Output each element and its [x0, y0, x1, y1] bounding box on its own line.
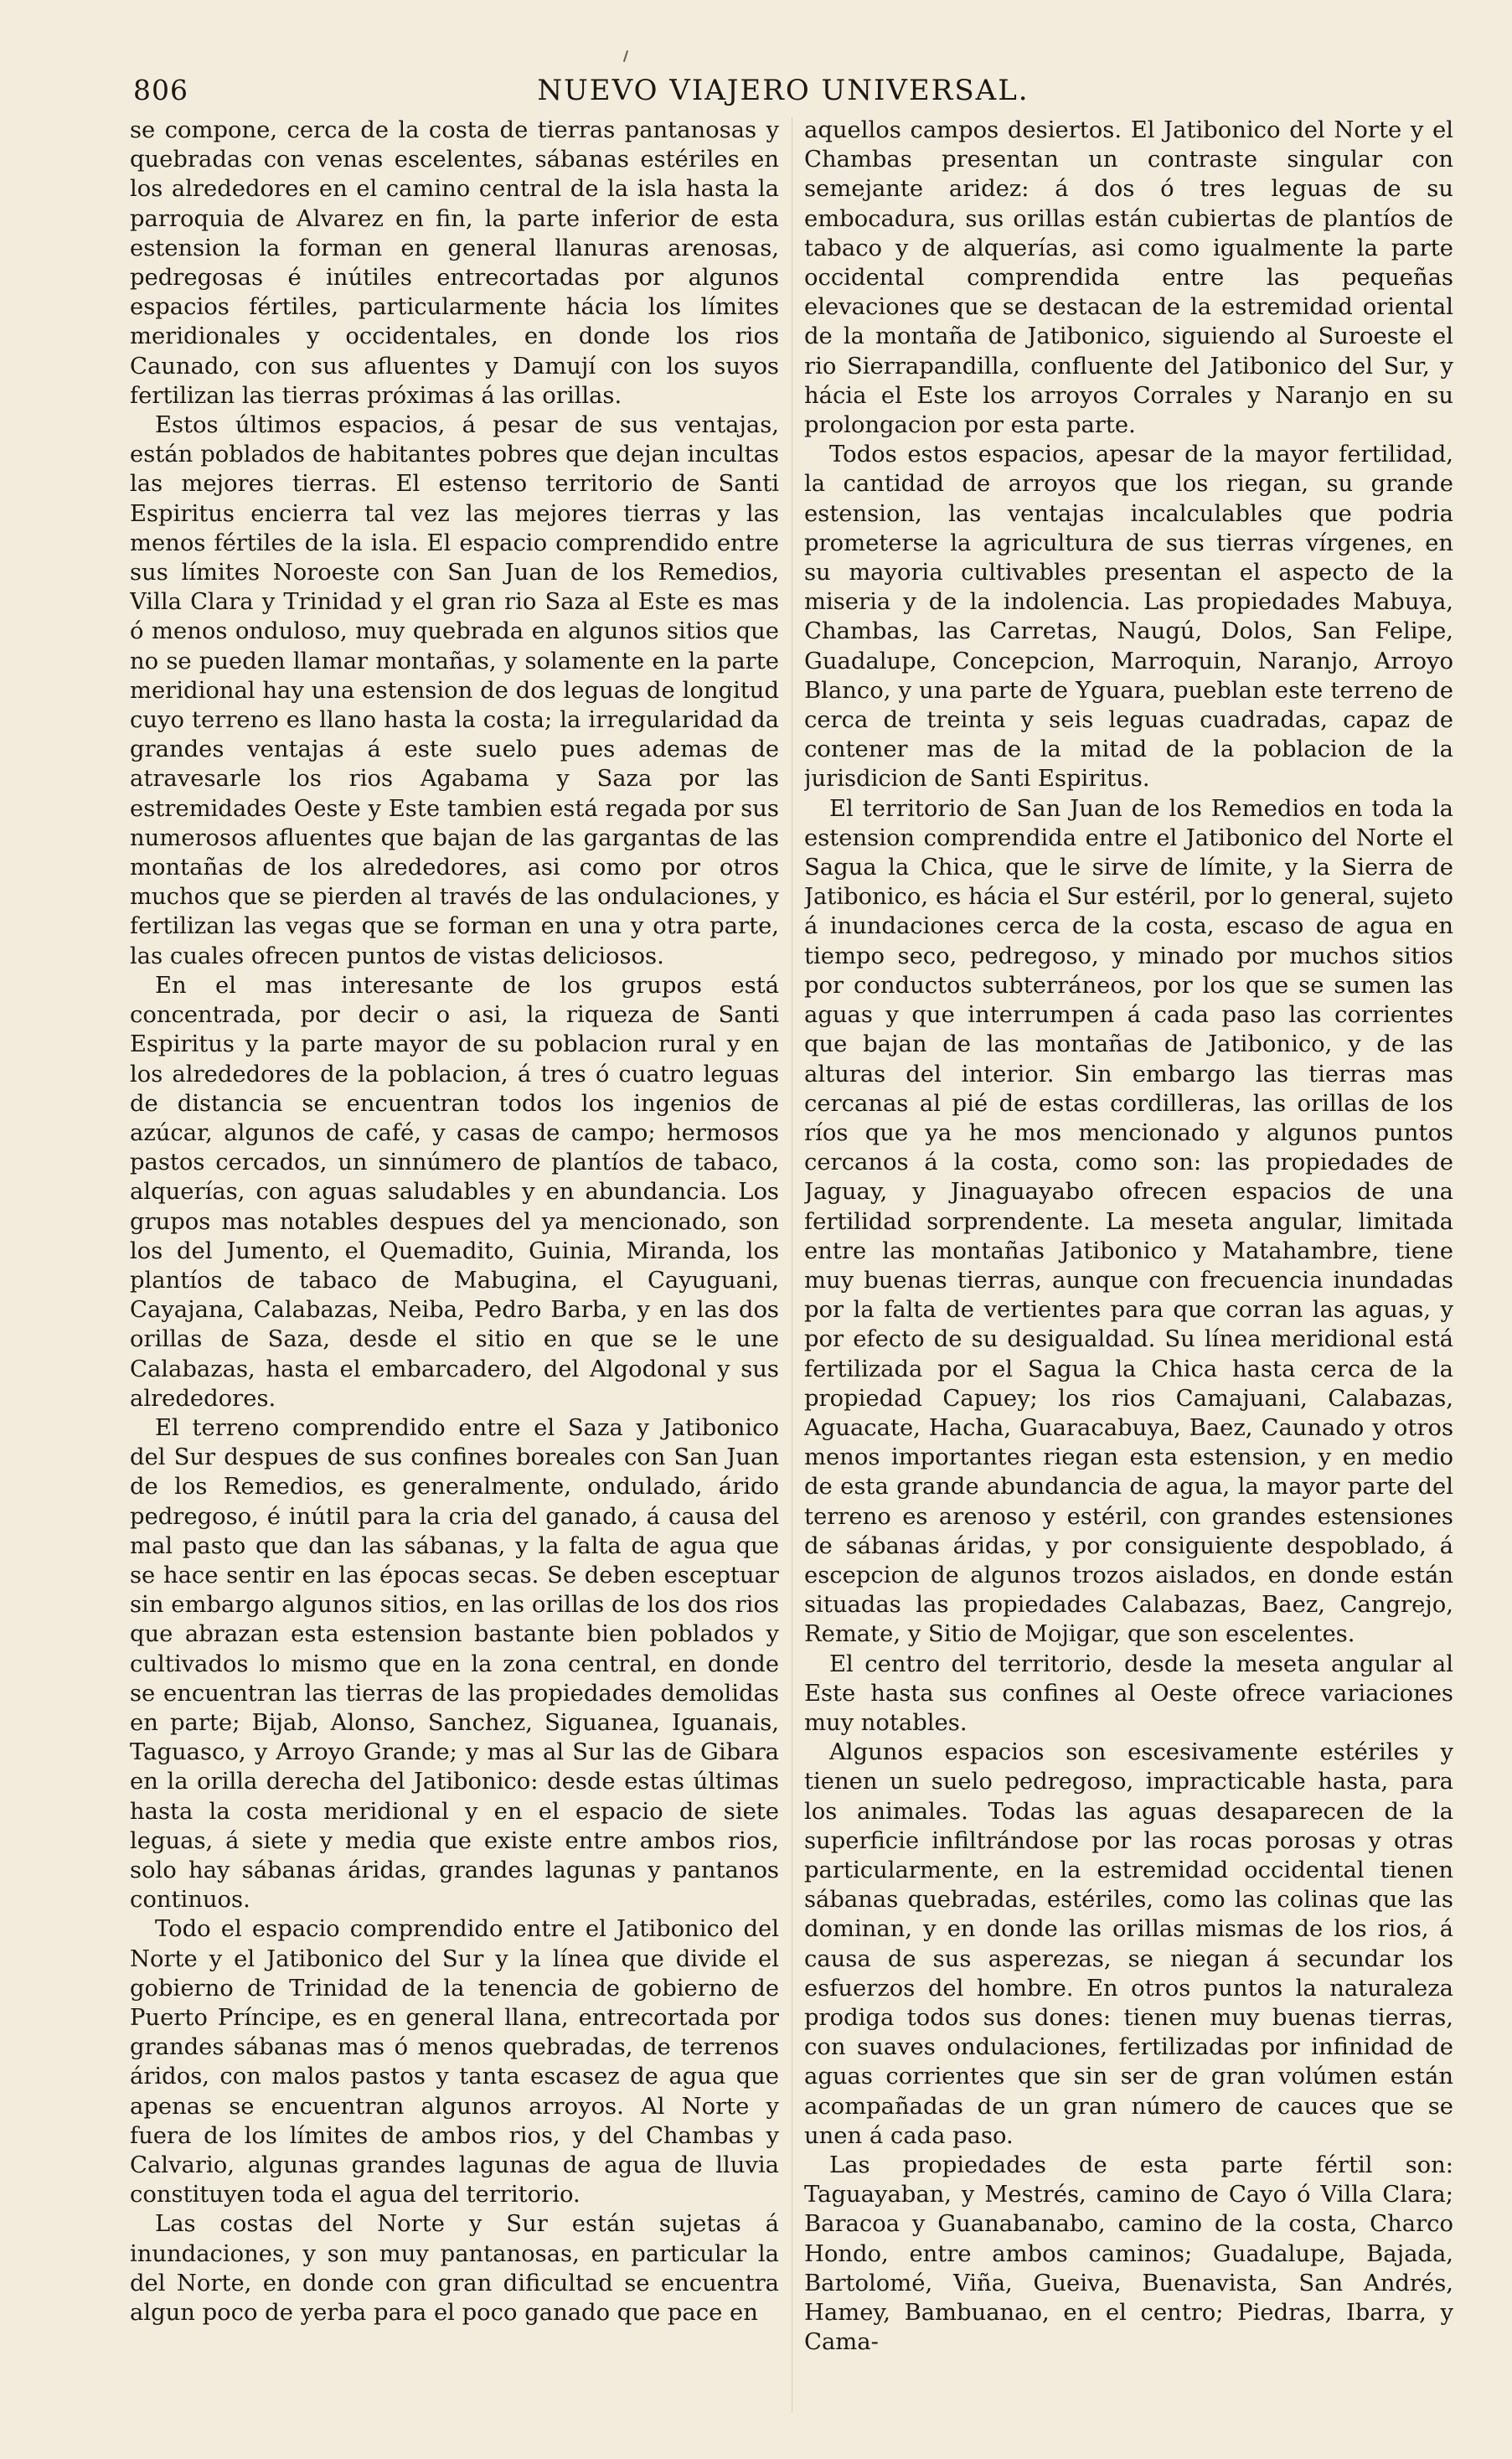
running-title: NUEVO VIAJERO UNIVERSAL.	[537, 74, 1030, 107]
paragraph: El terreno comprendido entre el Saza y Jatibonico del Sur despues de sus confines boreales con San Juan de los Remedios, es generalmente, ondulado, árido pedregoso, é inútil para la cria del ganado, á causa del mal pasto que dan las sábanas, y la falta de agua que se hace sentir en las épocas secas. Se deben esceptuar sin embargo algunos sitios, en las orillas de los dos rios que abrazan esta estension bastante bien poblados y cultivados lo mismo que en la zona central, en donde se encuentran las tierras de las propiedades demolidas en parte; Bijab, Alonso, Sanchez, Siguanea, Iguanais, Taguasco, y Arroyo Grande; y mas al Sur las de Gibara en la orilla derecha del Jatibonico: desde estas últimas hasta la costa meridional y en el espacio de siete leguas, á siete y media que existe entre ambos rios, solo hay sábanas áridas, grandes lagunas y pantanos continuos.	[130, 1414, 779, 1914]
paragraph: Todo el espacio comprendido entre el Jatibonico del Norte y el Jatibonico del Sur y la línea que divide el gobierno de Trinidad de la tenencia de gobierno de Puerto Príncipe, es en general llana, entrecortada por grandes sábanas mas ó menos quebradas, de terrenos áridos, con malos pastos y tanta escasez de agua que apenas se encuentran algunos arroyos. Al Norte y fuera de los límites de ambos rios, y del Chambas y Calvario, algunas grandes lagunas de agua de lluvia constituyen toda el agua del territorio.	[130, 1916, 779, 2208]
left-column	[130, 116, 779, 2428]
right-column	[804, 116, 1453, 2428]
paragraph: se compone, cerca de la costa de tierras pantanosas y quebradas con venas escelentes, sábanas estériles en los alrededores en el camino central de la isla hasta la parroquia de Alvarez en fin, la parte inferior de esta estension la forman en general llanuras arenosas, pedregosas é inútiles entrecortadas por algunos espacios fértiles, particularmente hácia los límites meridionales y occidentales, en donde los rios Caunado, con sus afluentes y Damují con los suyos fertilizan las tierras próximas á las orillas.	[130, 117, 779, 409]
print-mark	[623, 50, 628, 62]
paragraph: Las costas del Norte y Sur están sujetas á inundaciones, y son muy pantanosas, en particular la del Norte, en donde con gran dificultad se encuentra algun poco de yerba para el poco ganado que pace en	[130, 2211, 779, 2327]
paragraph: El centro del territorio, desde la meseta angular al Este hasta sus confines al Oeste ofrece variaciones muy notables.	[804, 1651, 1453, 1736]
paragraph: Estos últimos espacios, á pesar de sus ventajas, están poblados de habitantes pobres que dejan incultas las mejores tierras. El estenso territorio de Santi Espiritus encierra tal vez las mejores tierras y las menos fértiles de la isla. El espacio comprendido entre sus límites Noroeste con San Juan de los Remedios, Villa Clara y Trinidad y el gran rio Saza al Este es mas ó menos onduloso, muy quebrada en algunos sitios que no se pueden llamar montañas, y solamente en la parte meridional hay una estension de dos leguas de longitud cuyo terreno es llano hasta la costa; la irregularidad da grandes ventajas á este suelo pues ademas de atravesarle los rios Agabama y Saza por las estremidades Oeste y Este tambien está regada por sus numerosos afluentes que bajan de las gargantas de las montañas de los alrededores, asi como por otros muchos que se pierden al través de las ondulaciones, y fertilizan las vegas que se forman en una y otra parte, las cuales ofrecen puntos de vistas deliciosos.	[130, 412, 779, 969]
page-number: 806	[133, 74, 188, 106]
paragraph: Todos estos espacios, apesar de la mayor fertilidad, la cantidad de arroyos que los riegan, su grande estension, las ventajas incalculables que podria prometerse la agricultura de sus tierras vírgenes, en su mayoria cultivables presentan el aspecto de la miseria y de la indolencia. Las propiedades Mabuya, Chambas, las Carretas, Naugú, Dolos, San Felipe, Guadalupe, Concepcion, Marroquin, Naranjo, Arroyo Blanco, y una parte de Yguara, pueblan este terreno de cerca de treinta y seis leguas cuadradas, capaz de contener mas de la mitad de la poblacion de la jurisdicion de Santi Espiritus.	[804, 442, 1453, 793]
paragraph: aquellos campos desiertos. El Jatibonico del Norte y el Chambas presentan un contraste singular con semejante aridez: á dos ó tres leguas de su embocadura, sus orillas están cubiertas de plantíos de tabaco y de alquerías, asi como igualmente la parte occidental comprendida entre las pequeñas elevaciones que se destacan de la estremidad oriental de la montaña de Jatibonico, siguiendo al Suroeste el rio Sierrapandilla, confluente del Jatibonico del Sur, y hácia el Este los arroyos Corrales y Naranjo en su prolongacion por esta parte.	[804, 117, 1453, 439]
paragraph: Las propiedades de esta parte fértil son: Taguayaban, y Mestrés, camino de Cayo ó Villa Clara; Baracoa y Guanabanabo, camino de la costa, Charco Hondo, entre ambos caminos; Guadalupe, Bajada, Bartolomé, Viña, Gueiva, Buenavista, San Andrés, Hamey, Bambuanao, en el centro; Piedras, Ibarra, y Cama-	[804, 2152, 1453, 2356]
paragraph: En el mas interesante de los grupos está concentrada, por decir o asi, la riqueza de Santi Espiritus y la parte mayor de su poblacion rural y en los alrededores de la poblacion, á tres ó cuatro leguas de distancia se encuentran todos los ingenios de azúcar, algunos de café, y casas de campo; hermosos pastos cercados, un sinnúmero de plantíos de tabaco, alquerías, con aguas saludables y en abundancia. Los grupos mas notables despues del ya mencionado, son los del Jumento, el Quemadito, Guinia, Miranda, los plantíos de tabaco de Mabugina, el Cayuguani, Cayajana, Calabazas, Neiba, Pedro Barba, y en las dos orillas de Saza, desde el sitio en que se le une Calabazas, hasta el embarcadero, del Algodonal y sus alrededores.	[130, 972, 779, 1412]
page-header	[130, 74, 1437, 114]
paragraph: El territorio de San Juan de los Remedios en toda la estension comprendida entre el Jatibonico del Norte el Sagua la Chica, que le sirve de límite, y la Sierra de Jatibonico, es hácia el Sur estéril, por lo general, sujeto á inundaciones cerca de la costa, escaso de agua en tiempo seco, pedregoso, y minado por muchos sitios por conductos subterráneos, por los que se sumen las aguas y que interrumpen á cada paso las corrientes que bajan de las montañas de Jatibonico, y de las alturas del interior. Sin embargo las tierras mas cercanas al pié de estas cordilleras, las orillas de los ríos que ya he mos mencionado y algunos puntos cercanos á la costa, como son: las propiedades de Jaguay, y Jinaguayabo ofrecen espacios de una fertilidad sorprendente. La meseta angular, limitada entre las montañas Jatibonico y Matahambre, tiene muy buenas tierras, aunque con frecuencia inundadas por la falta de vertientes para que corran las aguas, y por efecto de su desigualdad. Su línea meridional está fertilizada por el Sagua la Chica hasta cerca de la propiedad Capuey; los rios Camajuani, Calabazas, Aguacate, Hacha, Guaracabuya, Baez, Caunado y otros menos importantes riegan esta estension, y en medio de esta grande abundancia de agua, la mayor parte del terreno es arenoso y estéril, con grandes estensiones de sábanas áridas, y por consiguiente despoblado, á escepcion de algunos trozos aislados, en donde están situadas las propiedades Calabazas, Baez, Cangrejo, Remate, y Sitio de Mojigar, que son escelentes.	[804, 795, 1453, 1648]
paragraph: Algunos espacios son escesivamente estériles y tienen un suelo pedregoso, impracticable hasta, para los animales. Todas las aguas desaparecen de la superficie infiltrándose por las rocas porosas y otras particularmente, en la estremidad occidental tienen sábanas quebradas, estériles, como las colinas que las dominan, y en donde las orillas mismas de los rios, á causa de sus asperezas, se niegan á secundar los esfuerzos del hombre. En otros puntos la naturaleza prodiga todos sus dones: tienen muy buenas tierras, con suaves ondulaciones, fertilizadas por infinidad de aguas corrientes que sin ser de gran volúmen están acompañadas de un gran número de cauces que se unen á cada paso.	[804, 1739, 1453, 2149]
